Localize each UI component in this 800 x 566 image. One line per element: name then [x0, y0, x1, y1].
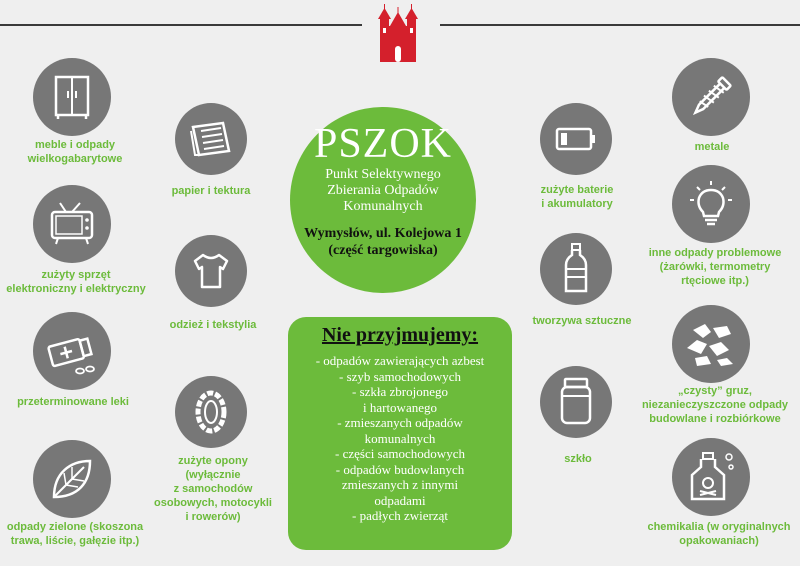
- rubble-circle: [672, 305, 750, 383]
- category-label-glass: szkło: [564, 453, 592, 465]
- jar-icon: [551, 374, 601, 430]
- newspaper-icon: [187, 115, 235, 163]
- tv-icon: [46, 198, 98, 250]
- paper-circle: [175, 103, 247, 175]
- category-label-clothes: odzież i tekstylia: [169, 319, 257, 331]
- category-label-paper: papier i tektura: [171, 185, 251, 197]
- list-item: - odpadów zawierających azbest: [315, 353, 485, 368]
- subtitle-line: Komunalnych: [343, 199, 423, 214]
- rubble-icon: [683, 318, 739, 370]
- category-label-rubble: „czysty” gruz, niezanieczyszczone odpady budowlane i rozbiórkowe: [641, 385, 789, 425]
- electronics-circle: [33, 185, 111, 263]
- list-item: odpadami: [374, 492, 426, 508]
- batteries-circle: [540, 103, 612, 175]
- category-label-metals: metale: [694, 141, 730, 153]
- subtitle-line: Punkt Selektywnego: [325, 167, 441, 182]
- category-label-tires: zużyte opony (wyłącznie z samochodów osobowych, motocykli i rowerów): [154, 455, 272, 523]
- list-item: - części samochodowych: [335, 446, 465, 461]
- list-item: komunalnych: [364, 430, 436, 446]
- furniture-circle: [33, 58, 111, 136]
- category-label-plastics: tworzywa sztuczne: [532, 315, 632, 327]
- bottle-icon: [551, 241, 601, 297]
- poison-bottle-icon: [685, 449, 737, 505]
- clothes-circle: [175, 235, 247, 307]
- category-label-problem: inne odpady problemowe (żarówki, termometry rtęciowe itp.): [648, 247, 782, 287]
- pill-bottle-icon: [44, 323, 100, 379]
- castle-crest-icon: [376, 4, 420, 64]
- tire-icon: [186, 387, 236, 437]
- pszok-circle: [290, 107, 476, 293]
- chemicals-circle: [672, 438, 750, 516]
- list-item: - zmieszanych odpadów: [337, 415, 463, 430]
- not-accepted-list: [288, 353, 512, 524]
- header-line-right: [440, 24, 800, 26]
- metals-circle: [672, 58, 750, 136]
- screw-icon: [685, 71, 737, 123]
- list-item: - szyb samochodowych: [338, 368, 462, 384]
- list-item: - szkła zbrojonego: [351, 384, 449, 399]
- page-title: PSZOK: [313, 121, 453, 167]
- medicines-circle: [33, 312, 111, 390]
- tires-circle: [175, 376, 247, 448]
- leaf-icon: [46, 453, 98, 505]
- not-accepted-heading: Nie przyjmujemy:: [321, 324, 479, 346]
- glass-circle: [540, 366, 612, 438]
- green-waste-circle: [33, 440, 111, 518]
- header-line-left: [0, 24, 362, 26]
- list-item: - padłych zwierząt: [351, 508, 448, 523]
- problem-waste-circle: [672, 165, 750, 243]
- list-item: i hartowanego: [362, 399, 437, 415]
- list-item: - odpadów budowlanych: [335, 461, 465, 477]
- list-item: zmieszanych z innymi: [341, 477, 459, 492]
- category-label-furniture: meble i odpady wielkogabarytowe: [27, 139, 123, 165]
- category-label-chemicals: chemikalia (w oryginalnych opakowaniach): [647, 521, 791, 547]
- not-accepted-box: [288, 317, 512, 550]
- category-label-medicines: przeterminowane leki: [17, 396, 129, 408]
- subtitle-line: Zbierania Odpadów: [327, 183, 439, 198]
- category-label-batteries: zużyte baterie i akumulatory: [540, 184, 614, 210]
- address-line: Wymysłów, ul. Kolejowa 1: [304, 226, 462, 241]
- category-label-green: odpady zielone (skoszona trawa, liście, gałęzie itp.): [6, 521, 144, 547]
- lightbulb-icon: [685, 178, 737, 230]
- plastics-circle: [540, 233, 612, 305]
- wardrobe-icon: [46, 71, 98, 123]
- address-line: (część targowiska): [328, 243, 438, 258]
- battery-icon: [551, 114, 601, 164]
- category-label-electronics: zużyty sprzęt elektroniczny i elektryczny: [6, 269, 146, 295]
- tshirt-icon: [187, 247, 235, 295]
